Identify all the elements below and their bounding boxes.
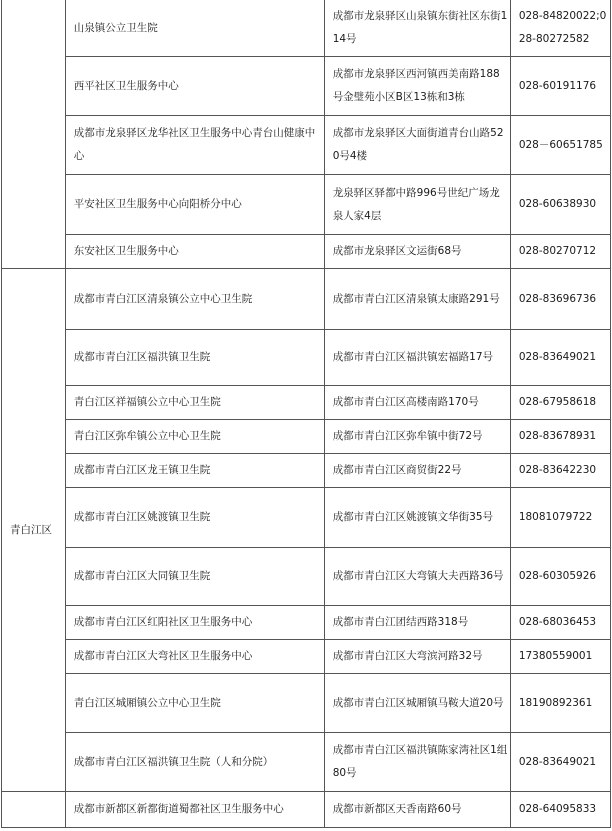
phone-cell: 028-67958618 bbox=[510, 386, 610, 420]
phone-cell: 028-83649021 bbox=[510, 330, 610, 386]
table-row bbox=[2, 116, 611, 175]
address-cell: 成都市青白江区弥牟镇中街72号 bbox=[324, 420, 510, 454]
facility-name-cell: 成都市青白江区龙王镇卫生院 bbox=[65, 454, 324, 488]
table-row bbox=[2, 57, 611, 116]
table-row bbox=[2, 0, 611, 57]
phone-cell: 028-80270712 bbox=[510, 235, 610, 269]
address-cell: 成都市青白江区福洪镇陈家湾社区1组80号 bbox=[324, 733, 510, 792]
table-row bbox=[2, 420, 611, 454]
district-cell-xindu bbox=[2, 792, 66, 828]
phone-cell: 028-60191176 bbox=[510, 57, 610, 116]
phone-cell: 028-60638930 bbox=[510, 175, 610, 235]
phone-cell: 028-83649021 bbox=[510, 733, 610, 792]
address-cell: 成都市新都区天香南路60号 bbox=[324, 792, 510, 828]
phone-cell: 028－60651785 bbox=[510, 116, 610, 175]
facility-name-cell: 成都市青白江区大弯社区卫生服务中心 bbox=[65, 640, 324, 674]
address-cell: 成都市青白江区大弯滨河路32号 bbox=[324, 640, 510, 674]
table-row bbox=[2, 175, 611, 235]
district-cell-longquanyi bbox=[2, 0, 66, 269]
address-cell: 成都市青白江区高楼南路170号 bbox=[324, 386, 510, 420]
phone-cell: 028-64095833 bbox=[510, 792, 610, 828]
facility-name-cell: 成都市龙泉驿区龙华社区卫生服务中心青台山健康中心 bbox=[65, 116, 324, 175]
facility-name-cell: 成都市青白江区红阳社区卫生服务中心 bbox=[65, 606, 324, 640]
table-row bbox=[2, 488, 611, 548]
table-row bbox=[2, 235, 611, 269]
table-row bbox=[2, 454, 611, 488]
address-cell: 成都市青白江区城厢镇马鞍大道20号 bbox=[324, 674, 510, 733]
clinic-table bbox=[1, 0, 611, 828]
facility-name-cell: 成都市青白江区姚渡镇卫生院 bbox=[65, 488, 324, 548]
address-cell: 成都市青白江区姚渡镇文华街35号 bbox=[324, 488, 510, 548]
address-cell: 成都市龙泉驿区文运街68号 bbox=[324, 235, 510, 269]
phone-cell: 17380559001 bbox=[510, 640, 610, 674]
address-cell: 成都市龙泉驿区西河镇西美南路188号金璧苑小区B区13栋和3栋 bbox=[324, 57, 510, 116]
table-row bbox=[2, 330, 611, 386]
facility-name-cell: 成都市青白江区福洪镇卫生院 bbox=[65, 330, 324, 386]
address-cell: 成都市龙泉驿区山泉镇东街社区东街114号 bbox=[324, 0, 510, 57]
phone-cell: 028-83678931 bbox=[510, 420, 610, 454]
facility-name-cell: 青白江区祥福镇公立中心卫生院 bbox=[65, 386, 324, 420]
address-cell: 成都市青白江区福洪镇宏福路17号 bbox=[324, 330, 510, 386]
facility-name-cell: 成都市青白江区福洪镇卫生院（人和分院） bbox=[65, 733, 324, 792]
table-row bbox=[2, 733, 611, 792]
facility-name-cell: 西平社区卫生服务中心 bbox=[65, 57, 324, 116]
phone-cell: 028-60305926 bbox=[510, 548, 610, 606]
table-row bbox=[2, 792, 611, 828]
facility-name-cell: 青白江区城厢镇公立中心卫生院 bbox=[65, 674, 324, 733]
phone-cell: 028-68036453 bbox=[510, 606, 610, 640]
table-row bbox=[2, 640, 611, 674]
facility-name-cell: 山泉镇公立卫生院 bbox=[65, 0, 324, 57]
address-cell: 成都市青白江区商贸街22号 bbox=[324, 454, 510, 488]
facility-name-cell: 成都市新都区新都街道蜀都社区卫生服务中心 bbox=[65, 792, 324, 828]
facility-name-cell: 青白江区弥牟镇公立中心卫生院 bbox=[65, 420, 324, 454]
facility-name-cell: 成都市青白江区大同镇卫生院 bbox=[65, 548, 324, 606]
address-cell: 成都市青白江区大弯镇大夫西路36号 bbox=[324, 548, 510, 606]
address-cell: 成都市青白江区清泉镇太康路291号 bbox=[324, 269, 510, 330]
phone-cell: 028-84820022;028-80272582 bbox=[510, 0, 610, 57]
address-cell: 龙泉驿区驿都中路996号世纪广场龙泉人家4层 bbox=[324, 175, 510, 235]
phone-cell: 028-83642230 bbox=[510, 454, 610, 488]
facility-name-cell: 东安社区卫生服务中心 bbox=[65, 235, 324, 269]
address-cell: 成都市龙泉驿区大面街道青台山路520号4楼 bbox=[324, 116, 510, 175]
phone-cell: 18190892361 bbox=[510, 674, 610, 733]
table-row bbox=[2, 269, 611, 330]
phone-cell: 028-83696736 bbox=[510, 269, 610, 330]
district-cell-qingbaijiang: 青白江区 bbox=[2, 269, 66, 792]
table-row bbox=[2, 674, 611, 733]
table-row bbox=[2, 606, 611, 640]
facility-name-cell: 平安社区卫生服务中心向阳桥分中心 bbox=[65, 175, 324, 235]
phone-cell: 18081079722 bbox=[510, 488, 610, 548]
address-cell: 成都市青白江团结西路318号 bbox=[324, 606, 510, 640]
facility-name-cell: 成都市青白江区清泉镇公立中心卫生院 bbox=[65, 269, 324, 330]
table-row bbox=[2, 386, 611, 420]
table-row bbox=[2, 548, 611, 606]
